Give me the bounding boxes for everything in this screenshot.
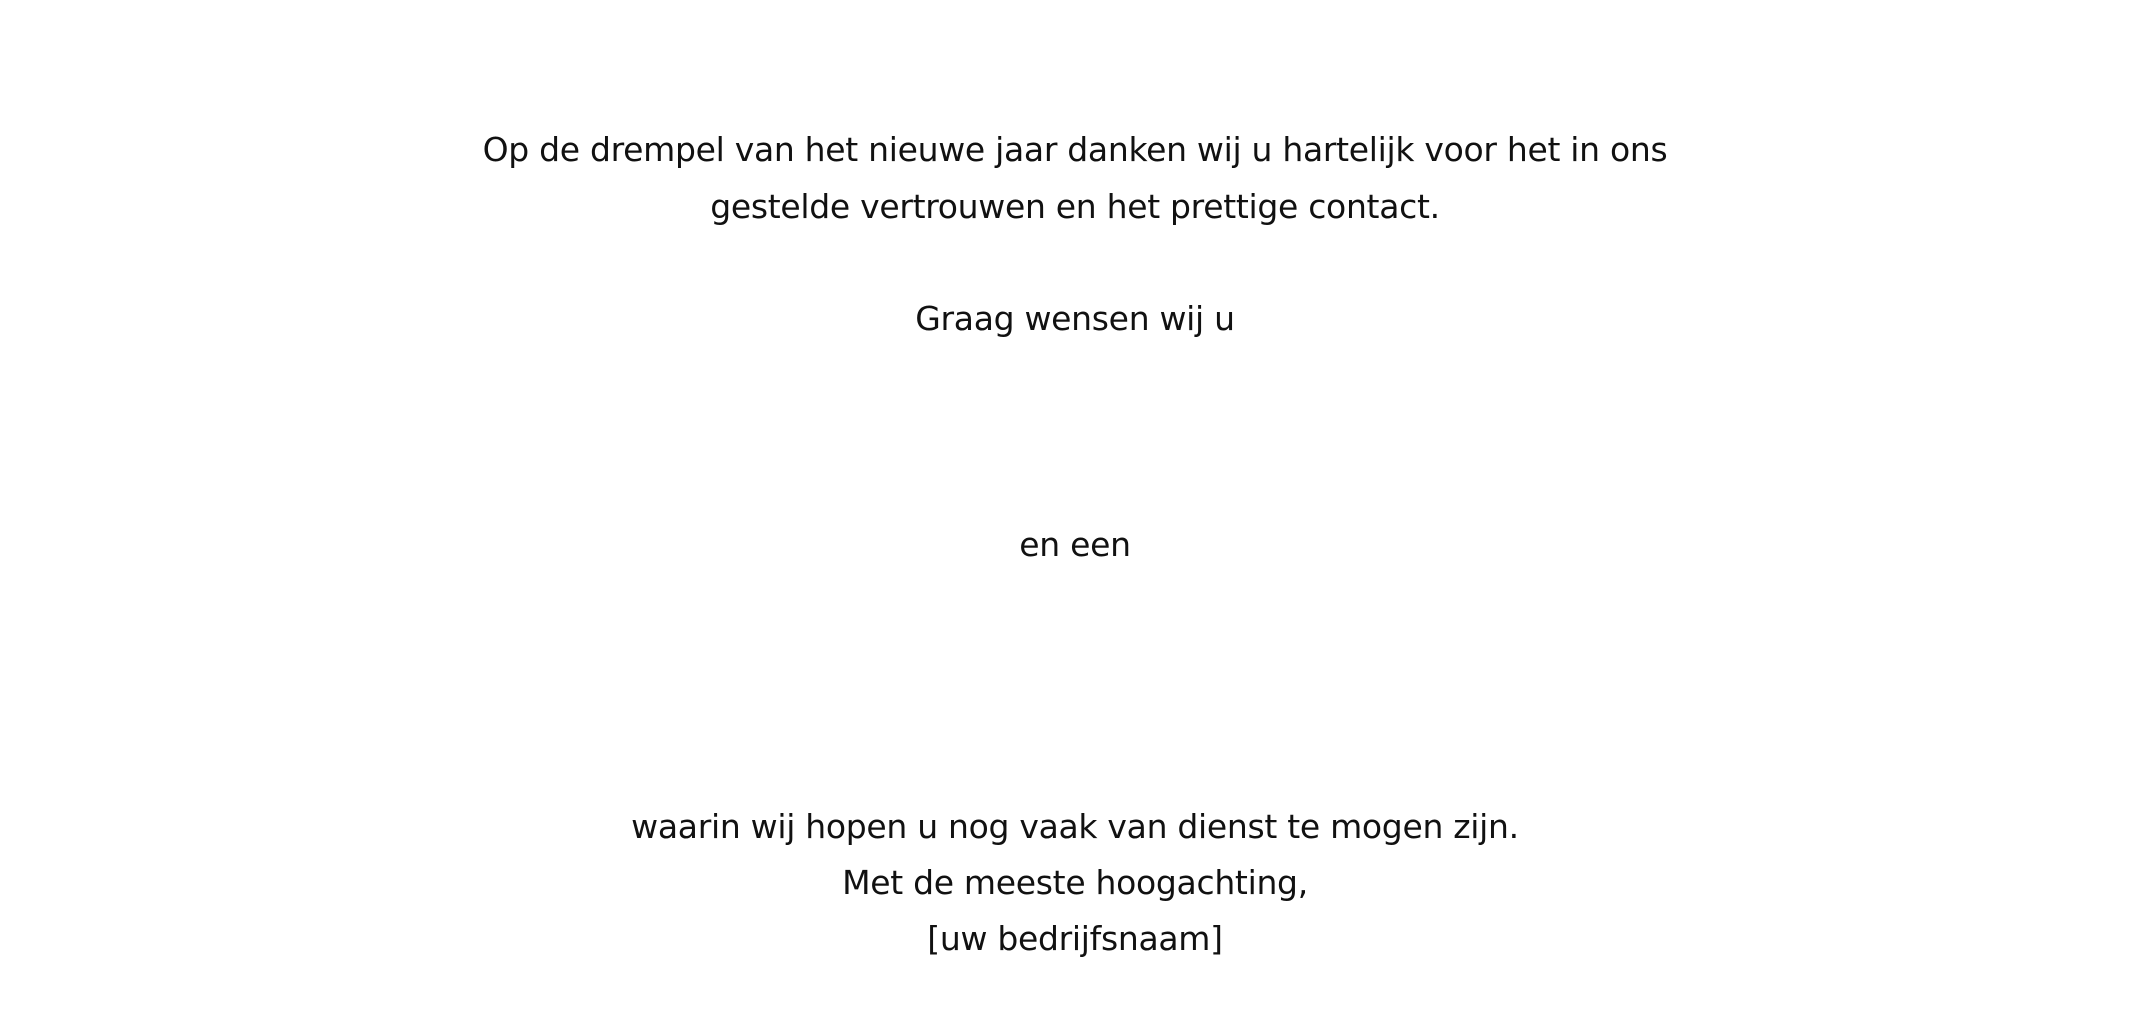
company-name-placeholder: [uw bedrijfsnaam] — [927, 919, 1223, 958]
wish-text: Graag wensen wij u — [915, 299, 1235, 338]
connector-text: en een — [1019, 525, 1131, 564]
closing-text: waarin wij hopen u nog vaak van dienst te mogen zijn. — [631, 807, 1519, 846]
salutation-text: Met de meeste hoogachting, — [842, 863, 1308, 902]
intro-text-line-1: Op de drempel van het nieuwe jaar danken wij u hartelijk voor het in ons — [482, 130, 1668, 169]
intro-text-line-2: gestelde vertrouwen en het prettige contact. — [710, 187, 1440, 226]
